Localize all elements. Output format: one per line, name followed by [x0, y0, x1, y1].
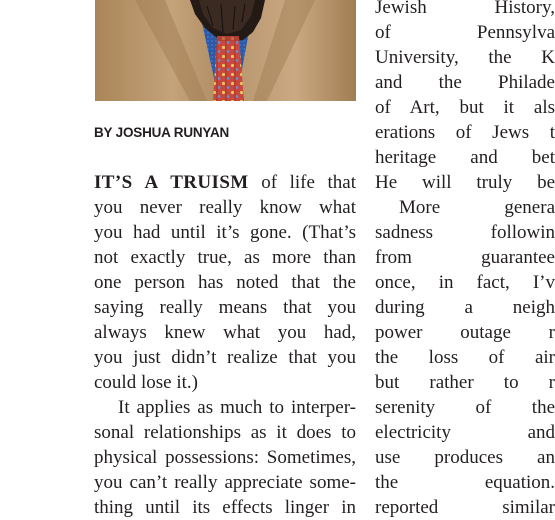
paragraph-line: not exactly true, as more than — [94, 247, 356, 268]
paragraph-line: and the Philade — [375, 72, 555, 93]
paragraph-line: the loss of air — [375, 347, 555, 368]
paragraph-line: could lose it.) — [94, 372, 198, 393]
paragraph-line: erations of Jews t — [375, 122, 555, 143]
lead-in: IT’S A TRUISM — [94, 172, 249, 193]
paragraph-line: one person has noted that the — [94, 272, 356, 293]
paragraph-line: you can’t really appreciate some- — [94, 472, 356, 493]
paragraph-line: It applies as much to interper- — [118, 397, 356, 418]
article-body-left-column — [94, 170, 356, 520]
paragraph-line: thing until its effects linger in — [94, 497, 356, 518]
paragraph-line: serenity of the — [375, 397, 555, 418]
paragraph-line: More genera — [399, 197, 555, 218]
paragraph-line: but rather to r — [375, 372, 555, 393]
paragraph-line: Jewish History, — [375, 0, 555, 18]
author-photo — [95, 0, 356, 101]
paragraph-line: you just didn’t realize that you — [94, 347, 356, 368]
paragraph-line: you had until it’s gone. (That’s — [94, 222, 356, 243]
paragraph-line: always knew what you had, — [94, 322, 356, 343]
paragraph-line: heritage and bet — [375, 147, 555, 168]
paragraph-line: the equation. — [375, 472, 555, 493]
article-body-right-column — [375, 0, 555, 520]
paragraph-line: sonal relationships as it does to — [94, 422, 356, 443]
paragraph-line: use produces an — [375, 447, 555, 468]
paragraph-line: He will truly be — [375, 172, 555, 193]
paragraph-line: reported similar — [375, 497, 555, 518]
paragraph-line: power outage r — [375, 322, 555, 343]
paragraph-line: University, the K — [375, 47, 555, 68]
paragraph-line: physical possessions: Sometimes, — [94, 447, 356, 468]
paragraph-line: sadness followin — [375, 222, 555, 243]
paragraph-line: once, in fact, I’v — [375, 272, 555, 293]
paragraph-line: IT’S A TRUISM of life that — [94, 172, 357, 193]
paragraph-line: electricity and — [375, 422, 555, 443]
byline: BY JOSHUA RUNYAN — [94, 125, 230, 140]
paragraph-line: saying really means that you — [94, 297, 356, 318]
paragraph-line: of Pennsylva — [375, 22, 555, 43]
paragraph-line: you never really know what — [94, 197, 356, 218]
paragraph-line: of Art, but it als — [375, 97, 555, 118]
paragraph-line: from guarantee — [375, 247, 555, 268]
paragraph-line: during a neigh — [375, 297, 555, 318]
